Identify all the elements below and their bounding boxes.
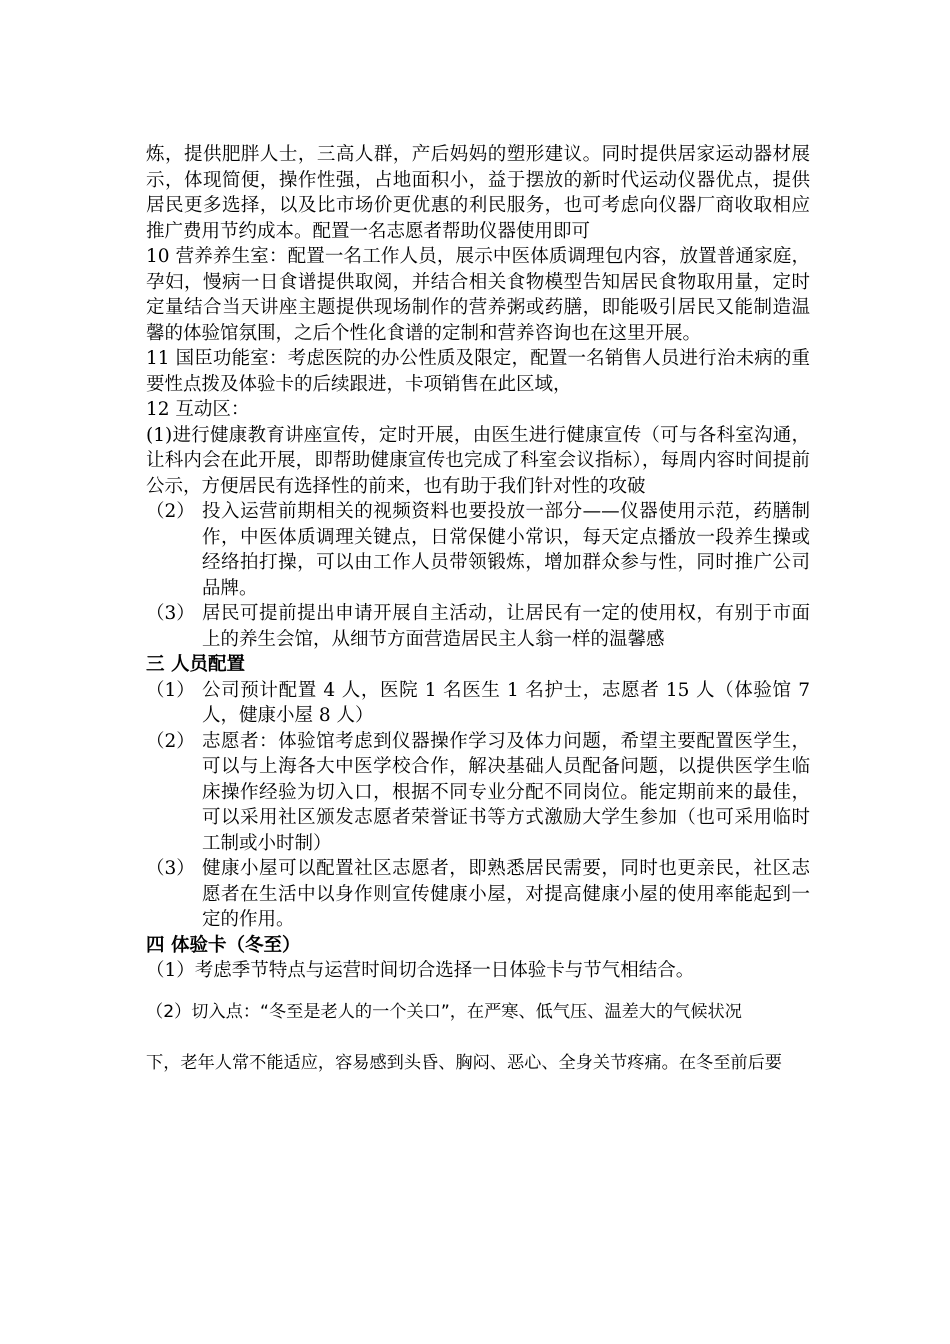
paragraph-entry-point: （2）切入点：“冬至是老人的一个关口”，在严寒、低气压、温差大的气候状况 (146, 1001, 742, 1022)
list-item (146, 499, 810, 601)
paragraph-function-room: 11 国臣功能室：考虑医院的办公性质及限定，配置一名销售人员进行治未病的重要性点拨及体验卡的后续跟进，卡项销售在此区域， (146, 348, 810, 395)
list-item-number: （2） (146, 501, 195, 522)
paragraph-lecture: (1)进行健康教育讲座宣传，定时开展，由医生进行健康宣传（可与各科室沟通，让科内会在此开展，即帮助健康宣传也完成了科室会议指标），每周内容时间提前公示，方便居民有选择性的前来，也有助于我们针对性的攻破 (146, 424, 810, 497)
list-item (146, 856, 810, 933)
paragraph-interactive-area: 12 互动区： (146, 399, 250, 420)
list-item-text: 健康小屋可以配置社区志愿者，即熟悉居民需要，同时也更亲民，社区志愿者在生活中以身作则宣传健康小屋，对提高健康小屋的使用率能起到一定的作用。 (202, 858, 810, 930)
list-item-number: （1） (146, 679, 195, 701)
list-item-text: 居民可提前提出申请开展自主活动，让居民有一定的使用权，有别于市面上的养生会馆，从细节方面营造居民主人翁一样的温馨感 (202, 603, 810, 650)
section-heading-staffing: 三 人员配置 (146, 654, 245, 675)
list-item-text: 志愿者：体验馆考虑到仪器操作学习及体力问题，希望主要配置医学生，可以与上海各大中医学校合作，解决基础人员配备问题，以提供医学生临床操作经验为切入口，根据不同专业分配不同岗位。能定期前来的最佳，可以采用社区颁发志愿者荣誉证书等方式激励大学生参加（也可采用临时工制或小时制） (202, 730, 810, 854)
paragraph-fitness: 炼，提供肥胖人士，三高人群，产后妈妈的塑形建议。同时提供居家运动器材展示，体现简便，操作性强，占地面积小，益于摆放的新时代运动仪器优点，提供居民更多选择，以及比市场价更优惠的利民服务，也可考虑向仪器厂商收取相应推广费用节约成本。配置一名志愿者帮助仪器使用即可 (146, 144, 810, 242)
list-item-text: 投入运营前期相关的视频资料也要投放一部分——仪器使用示范，药膳制作，中医体质调理关键点，日常保健小常识，每天定点播放一段养生操或经络拍打操，可以由工作人员带领锻炼，增加群众参与性，同时推广公司品牌。 (202, 501, 810, 599)
section-heading-experience-card: 四 体验卡（冬至） (146, 934, 301, 956)
list-item-number: （2） (146, 730, 195, 752)
list-item-text: 公司预计配置 4 人，医院 1 名医生 1 名护士，志愿者 15 人（体验馆 7 人，健康小屋 8 人） (202, 679, 810, 726)
document-page (146, 142, 810, 1077)
paragraph-nutrition-room: 10 营养养生室：配置一名工作人员，展示中医体质调理包内容，放置普通家庭，孕妇，慢病一日食谱提供取阅，并结合相关食物模型告知居民食物取用量，定时定量结合当天讲座主题提供现场制作的营养粥或药膳，即能吸引居民又能制造温馨的体验馆氛围，之后个性化食谱的定制和营养咨询也在这里开展。 (146, 246, 810, 344)
paragraph-season: （1）考虑季节特点与运营时间切合选择一日体验卡与节气相结合。 (146, 960, 695, 981)
list-item (146, 729, 810, 857)
list-item (146, 678, 810, 729)
list-item (146, 601, 810, 652)
list-item-number: （3） (146, 603, 195, 624)
list-item-number: （3） (146, 858, 195, 879)
paragraph-entry-point-continued: 下，老年人常不能适应，容易感到头昏、胸闷、恶心、全身关节疼痛。在冬至前后要 (146, 1053, 782, 1073)
